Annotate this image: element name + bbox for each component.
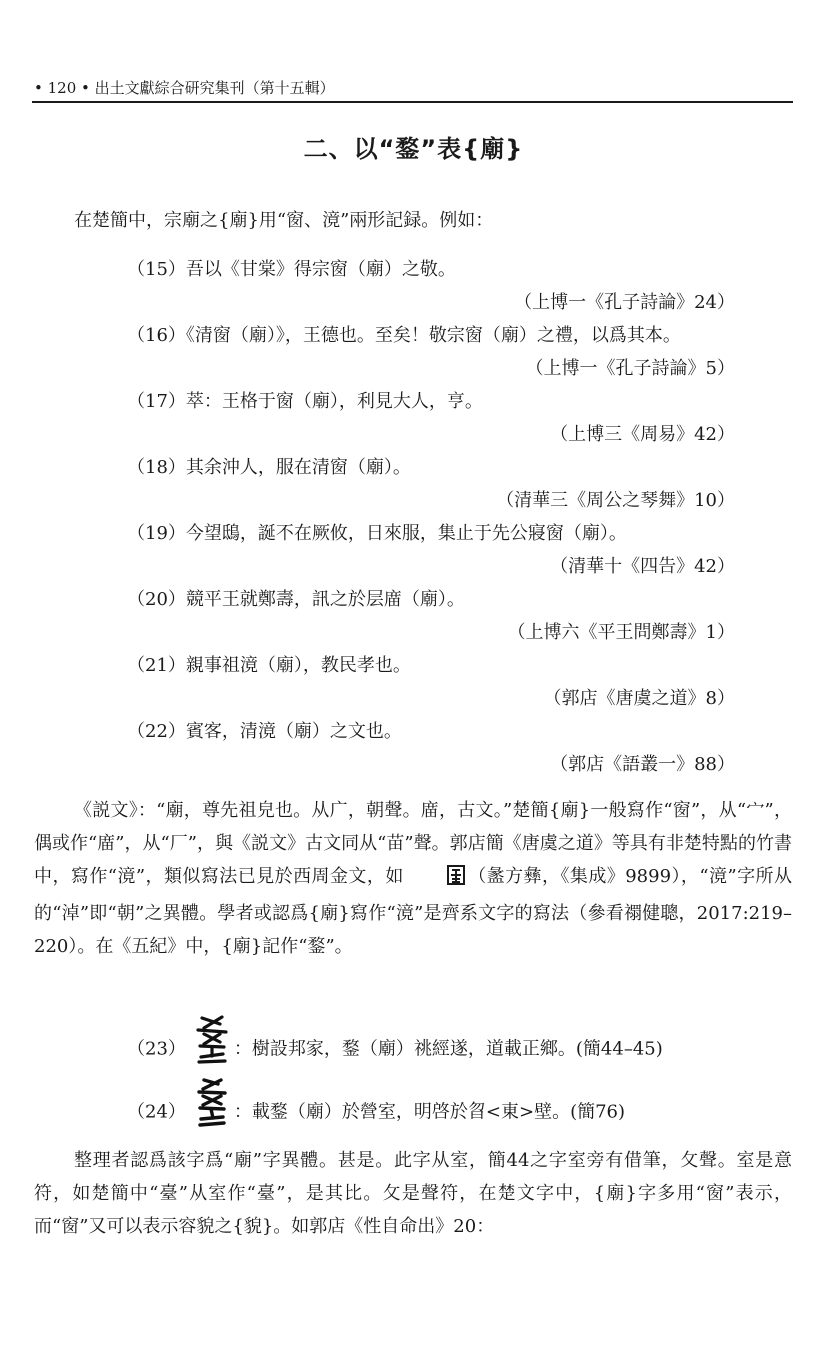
- example-number: （19）: [127, 523, 186, 544]
- bamboo-slip-glyph-icon: [194, 1077, 230, 1148]
- running-header: • 120 • 出土文獻綜合研究集刊（第十五輯）: [34, 79, 335, 97]
- bronze-inscription-glyph-icon: [406, 864, 466, 897]
- example-number: （15）: [127, 259, 186, 280]
- example-number: （21）: [127, 655, 186, 676]
- example-21-source: （郭店《唐虞之道》8）: [543, 688, 735, 709]
- example-text: 《清窗（廟）》，王德也。至矣！敬宗窗（廟）之禮，以爲其本。: [185, 325, 681, 346]
- example-number: （22）: [127, 721, 186, 742]
- section-title: 二、以“鍪”表{廟}: [303, 135, 524, 163]
- example-text: 賓客，清滰（廟）之文也。: [185, 721, 402, 742]
- example-number: （18）: [127, 457, 186, 478]
- example-20-source: （上博六《平王問鄭壽》1）: [507, 622, 735, 643]
- example-text: 吾以《甘棠》得宗窗（廟）之敬。: [185, 259, 456, 280]
- example-text: 萃：王格于窗（廟），利見大人，亨。: [185, 391, 483, 412]
- body-paragraph-1-part1: 《説文》：“廟，尊先祖皃也。从广，朝聲。庿，古文。”楚簡{廟}一般寫作“窗”，从“宀”，偶或作“庿”，从“厂”，與《説文》古文同从“苗”聲。郭店簡《唐虞之道》等具有非楚特點的竹書中，寫作“滰”，類似寫法已見於西周金文，如: [34, 800, 792, 887]
- example-text: 今望鴟，誕不在厥攸，日來服，集止于先公寢窗（廟）。: [185, 523, 627, 544]
- example-21: [127, 653, 411, 679]
- example-16: [127, 323, 681, 349]
- body-paragraph-2: 整理者認爲該字爲“廟”字異體。甚是。此字从室，簡44之字室旁有借筆，攵聲。室是意符，如楚簡中“臺”从室作“臺”，是其比。攵是聲符，在楚文字中，{廟}字多用“窗”表示，而“窗”又可以表示容貌之{貌}。如郭店《性自命出》20：: [34, 1150, 792, 1237]
- header-rule: [32, 101, 793, 103]
- body-paragraph-1: [34, 794, 792, 963]
- example-text: ：載鍪（廟）於營室，明啓於㫚<東>壁。(簡76): [233, 1101, 626, 1123]
- example-text: 其余沖人，服在清窗（廟）。: [185, 457, 411, 478]
- example-19-source: （清華十《四告》42）: [550, 556, 735, 577]
- example-text: ：樹設邦家，鍪（廟）祧經遂，道載正鄉。(簡44–45): [233, 1038, 663, 1060]
- example-number: （16）: [127, 325, 186, 346]
- example-15-source: （上博一《孔子詩論》24）: [514, 292, 735, 313]
- example-number: （24）: [127, 1101, 186, 1123]
- example-number: （17）: [127, 391, 186, 412]
- example-18: [127, 455, 411, 481]
- intro-paragraph: 在楚簡中，宗廟之{廟}用“窗、滰”兩形記録。例如：: [74, 210, 494, 231]
- example-22: [127, 719, 402, 745]
- bamboo-slip-glyph-icon: [194, 1014, 230, 1085]
- example-20: [127, 587, 465, 613]
- example-19: [127, 521, 627, 547]
- example-number: （20）: [127, 589, 186, 610]
- example-number: （23）: [127, 1038, 186, 1060]
- example-23: [127, 1014, 663, 1085]
- example-text: 親事祖滰（廟），教民孝也。: [185, 655, 411, 676]
- example-22-source: （郭店《語叢一》88）: [550, 754, 735, 775]
- example-15: [127, 257, 456, 283]
- example-text: 競平王就鄭壽，訊之於层庿（廟）。: [185, 589, 465, 610]
- example-18-source: （清華三《周公之琴舞》10）: [496, 490, 735, 511]
- example-24: [127, 1077, 625, 1148]
- example-17: [127, 389, 483, 415]
- example-17-source: （上博三《周易》42）: [550, 424, 735, 445]
- example-16-source: （上博一《孔子詩論》5）: [525, 358, 735, 379]
- body-paragraph-1-part2: （盠方彝，《集成》9899），“滰”字所从的“淖”即“朝”之異體。學者或認爲{廟}寫作“滰”是齊系文字的寫法（參看禤健聰，2017:219–220）。在《五紀》中，{廟}記作“鍪”。: [34, 866, 792, 957]
